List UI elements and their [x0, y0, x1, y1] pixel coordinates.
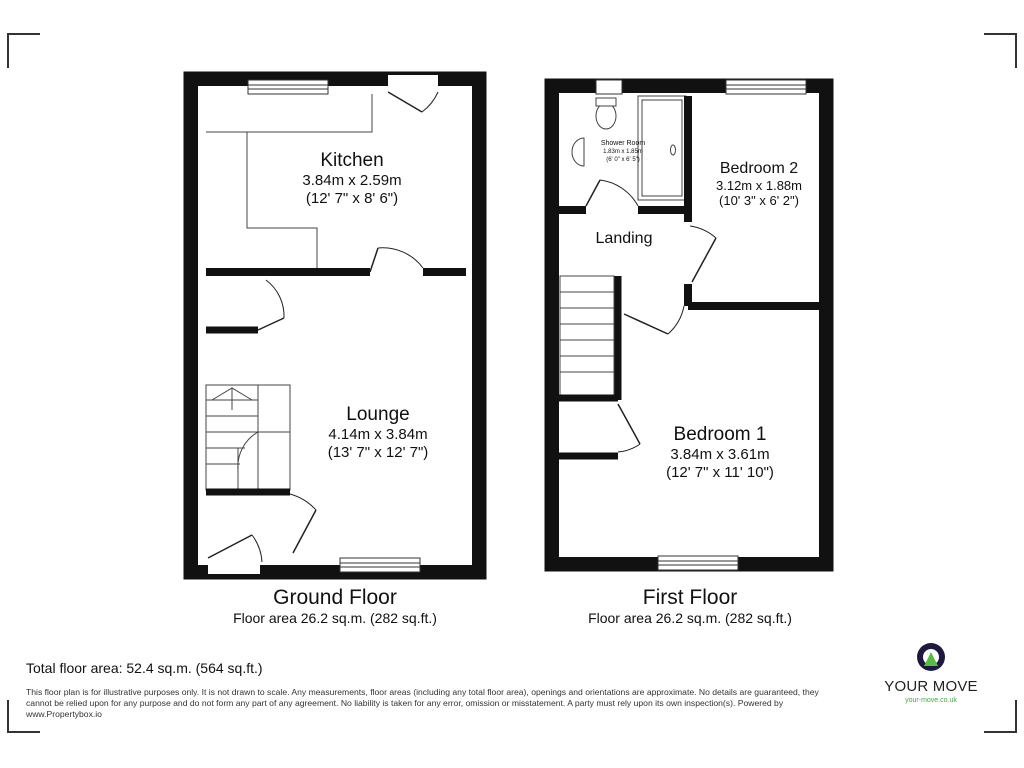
bedroom-2-label [698, 160, 820, 208]
ground-floor-stairs [206, 385, 290, 490]
shower-room-door [586, 180, 600, 206]
crop-marks [8, 34, 1016, 732]
shower-room-label [596, 140, 650, 164]
room-dim-metric: 3.84m x 2.59m [302, 172, 402, 189]
first-floor-plan [545, 79, 833, 571]
brand-name: YOUR MOVE [884, 678, 978, 695]
ground-floor-caption [185, 586, 485, 626]
room-name: Bedroom 1 [673, 424, 767, 445]
room-dim-imperial: (6' 0" x 6' 5") [606, 157, 640, 163]
first-floor-caption [540, 586, 840, 626]
bedroom-2-door [692, 238, 716, 282]
toilet [596, 103, 616, 129]
room-dim-imperial: (12' 7" x 11' 10") [666, 464, 774, 481]
floor-title: First Floor [642, 586, 738, 609]
room-dim-metric: 4.14m x 3.84m [328, 426, 428, 443]
room-name: Landing [595, 230, 653, 247]
kitchen-door [370, 248, 378, 272]
disclaimer-text: This floor plan is for illustrative purposes only. It is not drawn to scale. Any measurements, floor areas (including any total floor area), openings and orientations are approximate. No details are guaranteed, they cannot be relied upon for any purpose and do not form any part of any agreement. No liability is taken for any error, omission or misstatement. A party must rely upon its own inspection(s). Powered by www.Propertybox.io [26, 687, 819, 719]
shower-room-window [596, 80, 622, 94]
floor-area: Floor area 26.2 sq.m. (282 sq.ft.) [233, 610, 437, 626]
bedroom-1-window [658, 556, 738, 570]
landing-label [588, 230, 660, 248]
room-dim-metric: 1.83m x 1.85m [603, 149, 643, 155]
basin [572, 138, 584, 166]
kitchen-window [248, 80, 328, 94]
front-door [208, 535, 252, 558]
bedroom-2-window [726, 80, 806, 94]
room-dim-imperial: (10' 3" x 6' 2") [719, 193, 799, 208]
floor-area: Floor area 26.2 sq.m. (282 sq.ft.) [588, 610, 792, 626]
bedroom-1-door [624, 314, 668, 334]
lounge-door [293, 510, 316, 553]
room-dim-metric: 3.12m x 1.88m [716, 178, 802, 193]
room-name: Kitchen [320, 150, 384, 171]
total-floor-area: Total floor area: 52.4 sq.m. (564 sq.ft.) [26, 660, 263, 676]
room-name: Lounge [346, 404, 410, 425]
room-dim-metric: 3.84m x 3.61m [670, 446, 770, 463]
room-name: Shower Room [600, 140, 646, 147]
lounge-window [340, 558, 420, 572]
lounge-label [288, 404, 468, 462]
back-door [388, 92, 422, 112]
first-floor-stairs [560, 276, 614, 396]
bedroom-1-label [630, 424, 810, 482]
room-dim-imperial: (13' 7" x 12' 7") [327, 444, 429, 461]
floor-title: Ground Floor [273, 586, 397, 609]
room-name: Bedroom 2 [719, 160, 799, 177]
brand-block [872, 640, 990, 704]
room-dim-imperial: (12' 7" x 8' 6") [305, 190, 399, 207]
kitchen-label [262, 150, 442, 208]
brand-url: your-move.co.uk [905, 697, 957, 704]
ground-floor-plan [184, 72, 486, 579]
